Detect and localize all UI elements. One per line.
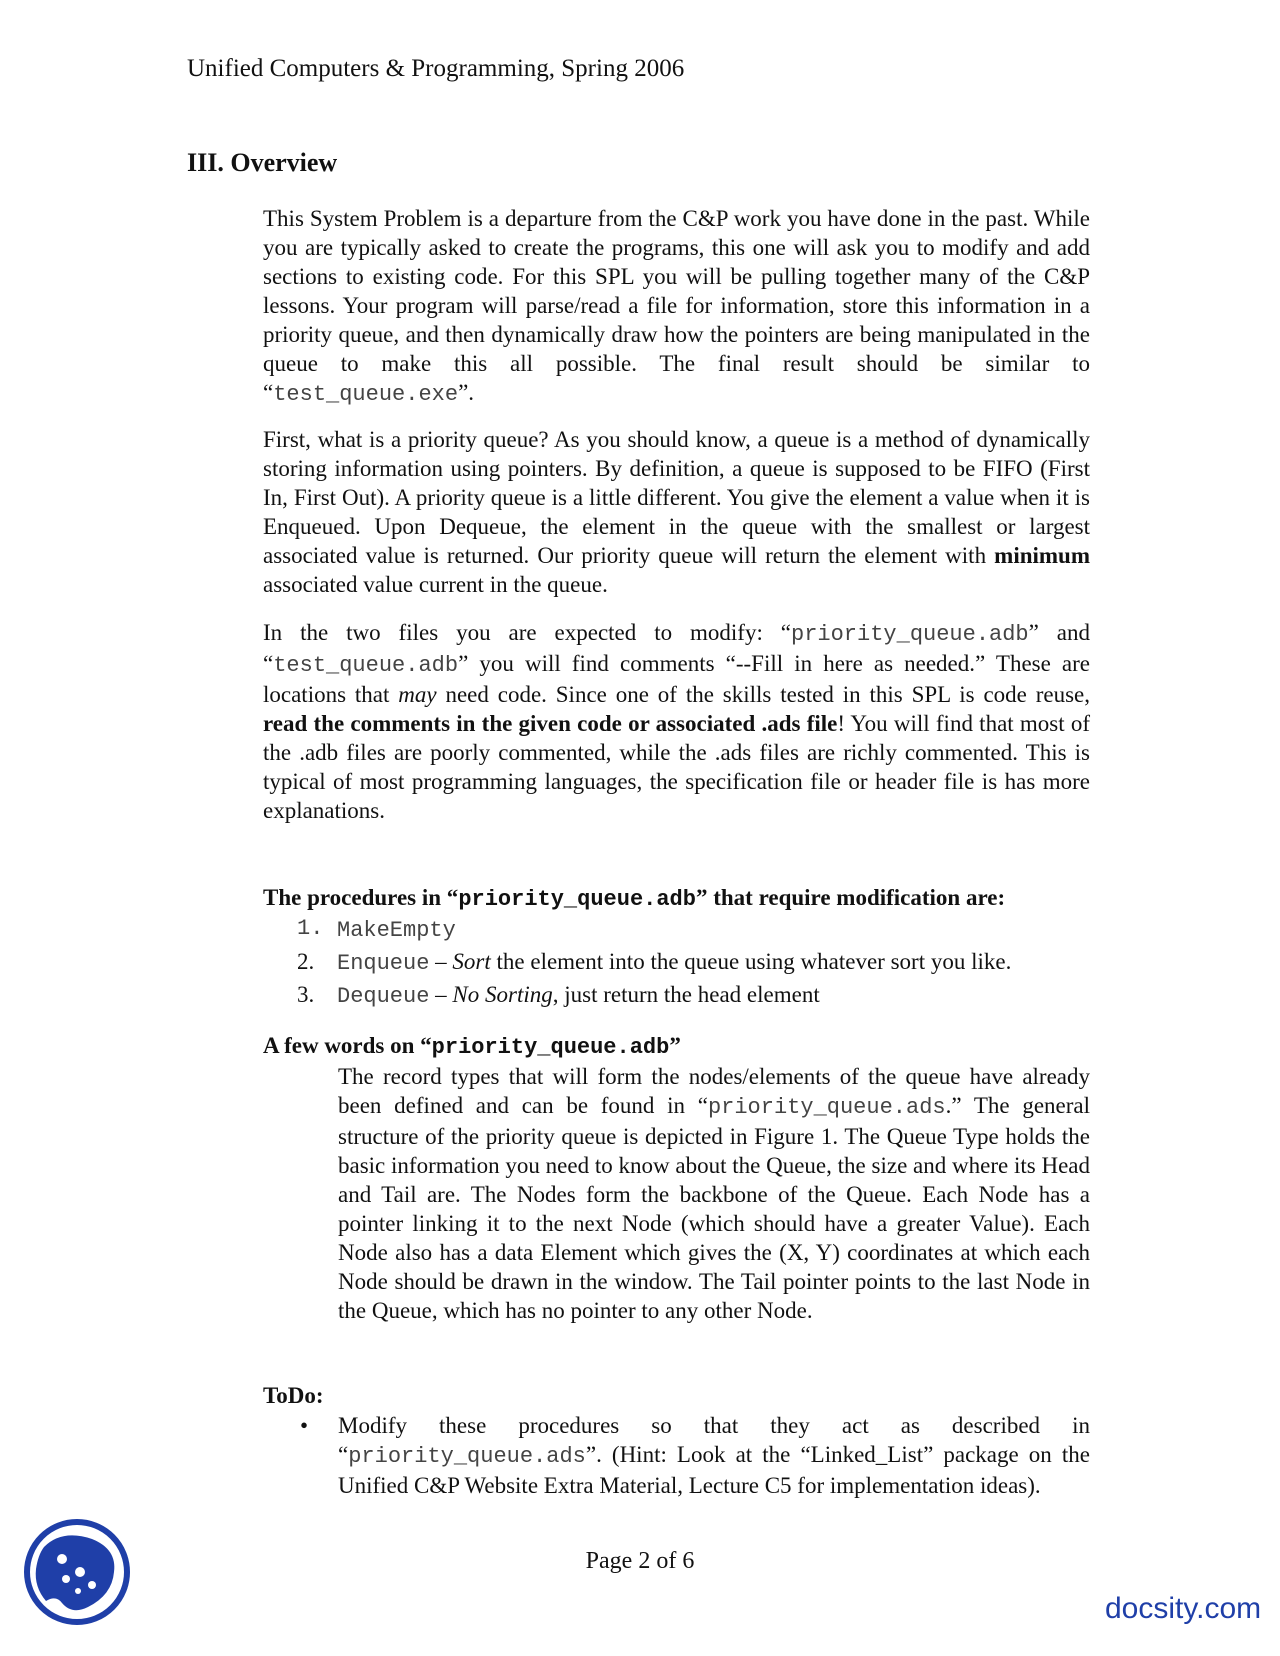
paragraph-intro (263, 204, 1090, 409)
todo-heading: ToDo: (263, 1383, 324, 1408)
paragraph-text: associated value current in the queue. (263, 572, 608, 597)
dash: – (429, 982, 453, 1007)
procedure-name: Dequeue (337, 984, 430, 1009)
paragraph-text: Modify these procedures so that they act as described in “ (338, 1413, 1090, 1467)
heading-text: ” (669, 1033, 681, 1058)
section-title: III. Overview (187, 148, 338, 177)
list-item (297, 979, 1011, 1012)
bullet-icon: • (300, 1413, 309, 1438)
todo-item (300, 1411, 1090, 1500)
procedure-name: Enqueue (337, 951, 430, 976)
emphasis-bold: minimum (994, 543, 1090, 568)
emphasis-italic: Sort (452, 949, 491, 974)
heading-text: ” that require modification are: (695, 885, 1006, 910)
list-number: 2. (297, 949, 315, 974)
procedures-heading (263, 885, 1005, 912)
code-filename: test_queue.adb (273, 653, 459, 678)
docsity-watermark-link[interactable]: docsity.com (1105, 1592, 1262, 1625)
paragraph-priority-queue (263, 425, 1090, 599)
code-filename: priority_queue.adb (791, 622, 1029, 647)
paragraph-text: .” The general structure of the priority queue is depicted in Figure 1. The Queue Type holds the basic information you need to know about the Queue, the size and where its Head and Tail are. The Nodes form the backbone of the Queue. Each Node has a pointer linking it to the next Node (which should have a greater Value). Each Node also has a data Element which gives the (X, Y) coordinates at which each Node should be drawn in the window. The Tail pointer points to the last Node in the Queue, which has no pointer to any other Node. (338, 1093, 1090, 1323)
code-filename: priority_queue.ads (707, 1095, 946, 1120)
paragraph-text: ” and “ (263, 620, 1090, 676)
heading-text: A few words on “ (263, 1033, 432, 1058)
page-number: Page 2 of 6 (585, 1548, 695, 1574)
list-number: 1. (297, 916, 324, 941)
heading-text: The procedures in “ (263, 885, 459, 910)
paragraph-text: ” you will find comments “--Fill in here as needed.” These are locations that (263, 651, 1090, 707)
paragraph-text: need code. Since one of the skills tested in this SPL is code reuse, (436, 682, 1090, 707)
todo-text (338, 1411, 1090, 1500)
emphasis-bold: read the comments in the given code or associated .ads file (263, 711, 838, 736)
code-filename: priority_queue.ads (348, 1444, 586, 1469)
code-filename: priority_queue.adb (431, 1035, 670, 1060)
item-text: , just return the head element (552, 982, 820, 1007)
list-item (297, 913, 1011, 946)
procedures-list (297, 913, 1011, 1012)
paragraph-text: In the two files you are expected to modify: “ (263, 620, 791, 645)
code-filename: test_queue.exe (273, 382, 459, 407)
few-words-heading (263, 1033, 681, 1060)
paragraph-text: ”. (458, 380, 475, 405)
paragraph-text: First, what is a priority queue? As you should know, a queue is a method of dynamically storing information using pointers. By definition, a queue is supposed to be FIFO (First In, First Out). A priority queue is a little different. You give the element a value when it is Enqueued. Upon Dequeue, the element in the queue with the smallest or largest associated value is returned. Our priority queue will return the element with (263, 427, 1090, 568)
running-header: Unified Computers & Programming, Spring 2006 (187, 55, 685, 82)
procedure-name: MakeEmpty (337, 918, 456, 943)
paragraph-files (263, 618, 1090, 825)
emphasis-italic: No Sorting (452, 982, 553, 1007)
dash: – (429, 949, 453, 974)
emphasis-italic: may (398, 682, 437, 707)
paragraph-text: ”. (Hint: Look at the “Linked_List” package on the Unified C&P Website Extra Material, Lecture C5 for implementation ideas). (338, 1442, 1090, 1498)
paragraph-text: The record types that will form the nodes/elements of the queue have already been defined and can be found in “ (338, 1064, 1090, 1118)
item-text: the element into the queue using whatever sort you like. (490, 949, 1012, 974)
paragraph-text: ! You will find that most of the .adb files are poorly commented, while the .ads files are richly commented. This is typical of most programming languages, the specification file or header file is has more explanations. (263, 711, 1090, 823)
paragraph-queue-structure (338, 1062, 1090, 1325)
list-item (297, 946, 1011, 979)
code-filename: priority_queue.adb (458, 887, 696, 912)
list-number: 3. (297, 982, 315, 1007)
docsity-logo-icon[interactable] (22, 1517, 132, 1627)
paragraph-text: This System Problem is a departure from the C&P work you have done in the past. While you are typically asked to create the programs, this one will ask you to modify and add sections to existing code. For this SPL you will be pulling together many of the C&P lessons. Your program will parse/read a file for information, store this information in a priority queue, and then dynamically draw how the pointers are being manipulated in the queue to make this all possible. The final result should be similar to “ (263, 206, 1090, 405)
